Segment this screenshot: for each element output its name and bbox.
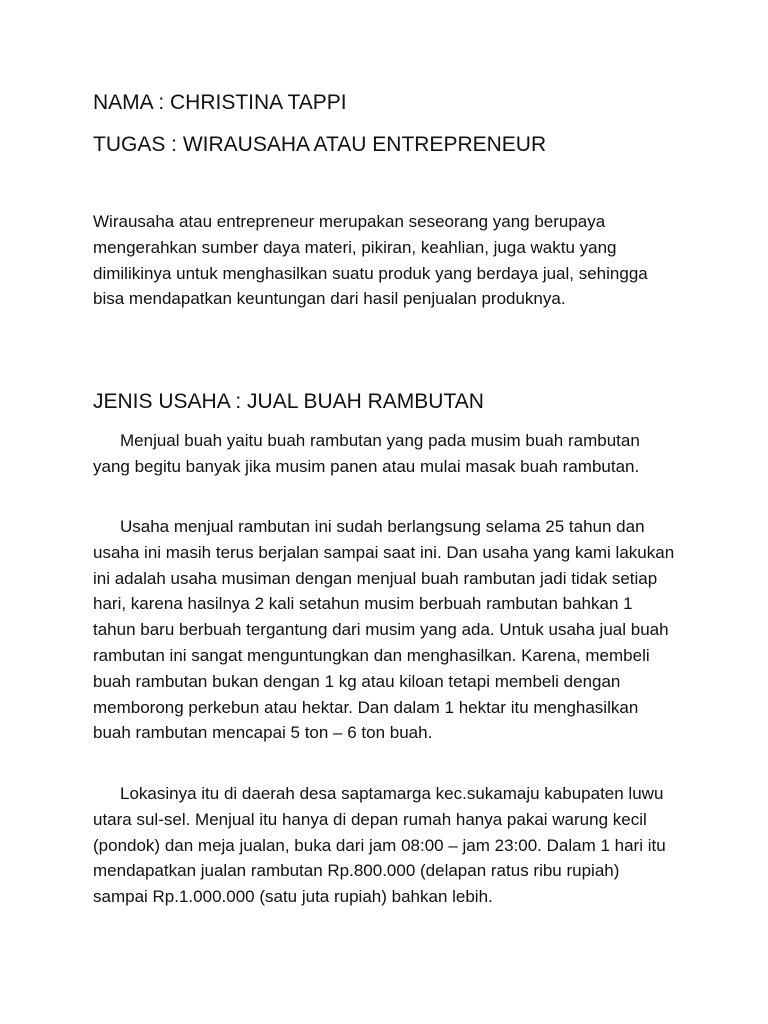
body-paragraph-3: Lokasinya itu di daerah desa saptamarga kec.sukamaju kabupaten luwu utara sul-sel. Menjual itu hanya di depan rumah hanya pakai warung kecil (pondok) dan meja jualan, buka dari jam 08:00 – jam 23:00. Dalam 1 hari itu mendapatkan jualan rambutan Rp.800.000 (delapan ratus ribu rupiah) sampai Rp.1.000.000 (satu juta rupiah) bahkan lebih. <box>93 784 666 907</box>
section-title: JENIS USAHA : JUAL BUAH RAMBUTAN <box>93 390 484 413</box>
name-heading: NAMA : CHRISTINA TAPPI <box>93 91 347 114</box>
task-heading: TUGAS : WIRAUSAHA ATAU ENTREPRENEUR <box>93 133 547 156</box>
body-paragraph-2: Usaha menjual rambutan ini sudah berlangsung selama 25 tahun dan usaha ini masih terus berjalan sampai saat ini. Dan usaha yang kami lakukan ini adalah usaha musiman dengan menjual buah rambutan jadi tidak setiap hari, karena hasilnya 2 kali setahun musim berbuah rambutan bahkan 1 tahun baru berbuah tergantung dari musim yang ada. Untuk usaha jual buah rambutan ini sangat menguntungkan dan menghasilkan. Karena, membeli buah rambutan bukan dengan 1 kg atau kiloan tetapi membeli dengan memborong perkebun atau hektar. Dan dalam 1 hektar itu menghasilkan buah rambutan mencapai 5 ton – 6 ton buah. <box>93 517 675 743</box>
intro-paragraph: Wirausaha atau entrepreneur merupakan seseorang yang berupaya mengerahkan sumber daya materi, pikiran, keahlian, juga waktu yang dimilikinya untuk menghasilkan suatu produk yang berdaya jual, sehingga bisa mendapatkan keuntungan dari hasil penjualan produknya. <box>93 212 648 309</box>
body-paragraph-1: Menjual buah yaitu buah rambutan yang pada musim buah rambutan yang begitu banyak jika musim panen atau mulai masak buah rambutan. <box>93 431 640 476</box>
